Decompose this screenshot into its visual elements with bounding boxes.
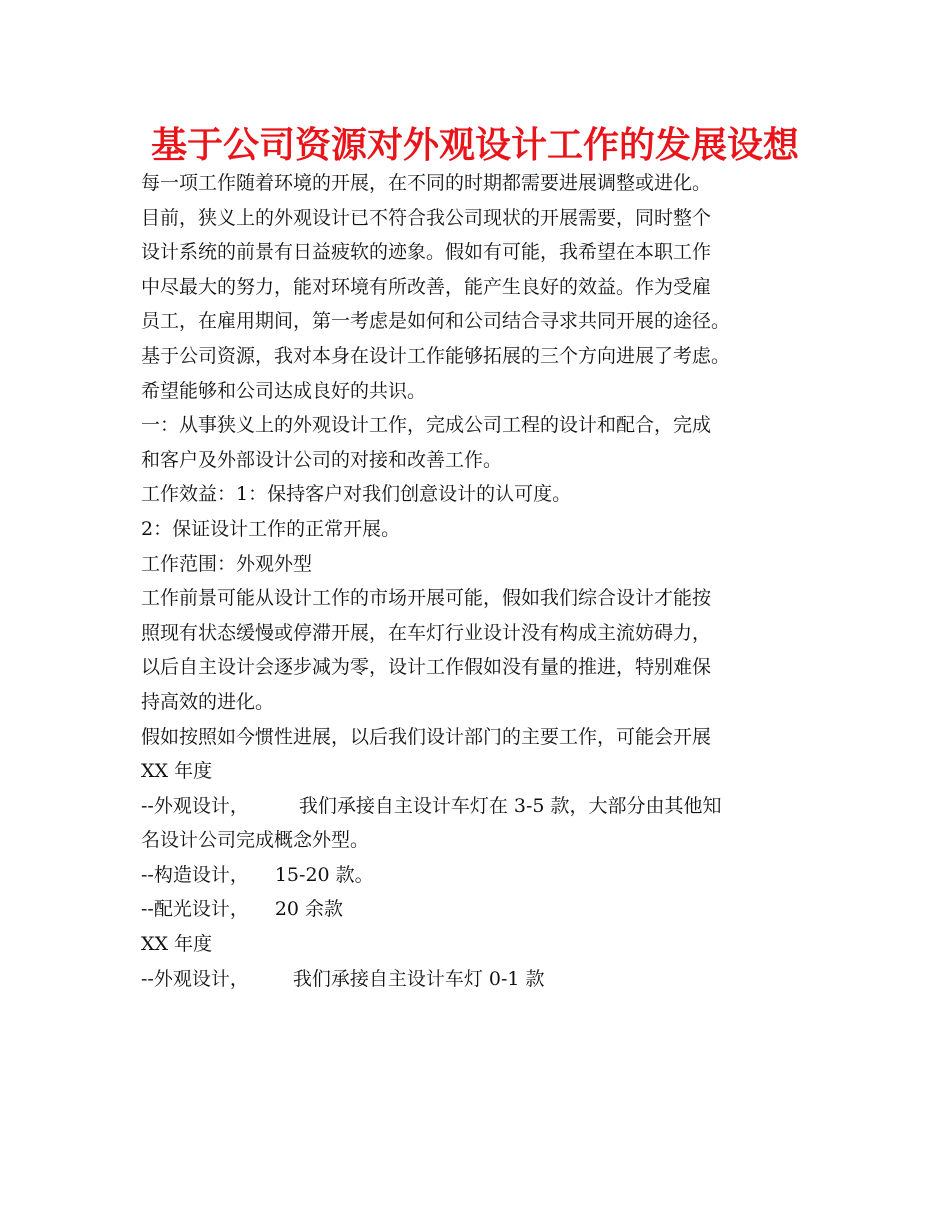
paragraph-line: 持高效的进化。: [141, 690, 275, 713]
plan-row: [141, 858, 831, 893]
plan-row-value: 20 余款: [274, 898, 344, 921]
paragraph-line: 一：从事狭义上的外观设计工作，完成公司工程的设计和配合，完成: [141, 414, 712, 437]
plan-row-label: --构造设计，: [141, 863, 249, 886]
plan-row-label: --配光设计，: [141, 898, 249, 921]
plan-row-value: 我们承接自主设计车灯在 3-5 款，大部分由其他知: [298, 794, 722, 817]
paragraph-line: 每一项工作随着环境的开展，在不同的时期都需要进展调整或进化。: [141, 172, 712, 194]
paragraph-line: 以后自主设计会逐步减为零，设计工作假如没有量的推进，特别难保: [141, 656, 712, 679]
plan-row: [141, 962, 831, 997]
document-title: 基于公司资源对外观设计工作的发展设想: [150, 125, 799, 166]
plan-row-value: 15-20 款。: [274, 863, 374, 886]
paragraph-line: 设计系统的前景有日益疲软的迹象。假如有可能，我希望在本职工作: [141, 241, 712, 264]
paragraph-line: 工作范围：外观外型: [141, 552, 313, 575]
paragraph-line: 基于公司资源，我对本身在设计工作能够拓展的三个方向进展了考虑。: [141, 344, 731, 367]
paragraph-line: 工作前景可能从设计工作的市场开展可能，假如我们综合设计才能按: [141, 587, 712, 610]
plan-row: [141, 789, 831, 824]
year-heading: XX 年度: [141, 933, 213, 956]
paragraph-line: 希望能够和公司达成良好的共识。: [141, 379, 427, 402]
document-body: [141, 166, 831, 996]
paragraph-line: 假如按照如今惯性进展，以后我们设计部门的主要工作，可能会开展: [141, 725, 712, 748]
plan-row-continuation: [141, 823, 831, 858]
paragraph-line: 目前，狭义上的外观设计已不符合我公司现状的开展需要，同时整个: [141, 206, 712, 229]
paragraph-line: 员工，在雇用期间，第一考虑是如何和公司结合寻求共同开展的途径。: [141, 310, 731, 333]
plan-row: [141, 892, 831, 927]
plan-row-label: 名设计公司完成概念外型。: [141, 829, 370, 852]
paragraph-line: 照现有状态缓慢或停滞开展，在车灯行业设计没有构成主流妨碍力，: [141, 621, 712, 644]
paragraph-line: 中尽最大的努力，能对环境有所改善，能产生良好的效益。作为受雇: [141, 275, 712, 298]
plan-row-value: 我们承接自主设计车灯 0-1 款: [292, 967, 545, 990]
paragraph-line: 2：保证设计工作的正常开展。: [141, 517, 401, 540]
plan-row-label: --外观设计，: [141, 967, 249, 990]
paragraph-line: 工作效益：1：保持客户对我们创意设计的认可度。: [141, 483, 572, 506]
year-heading: XX 年度: [141, 760, 213, 783]
paragraph-line: 和客户及外部设计公司的对接和改善工作。: [141, 448, 503, 471]
plan-row-label: --外观设计，: [141, 794, 249, 817]
